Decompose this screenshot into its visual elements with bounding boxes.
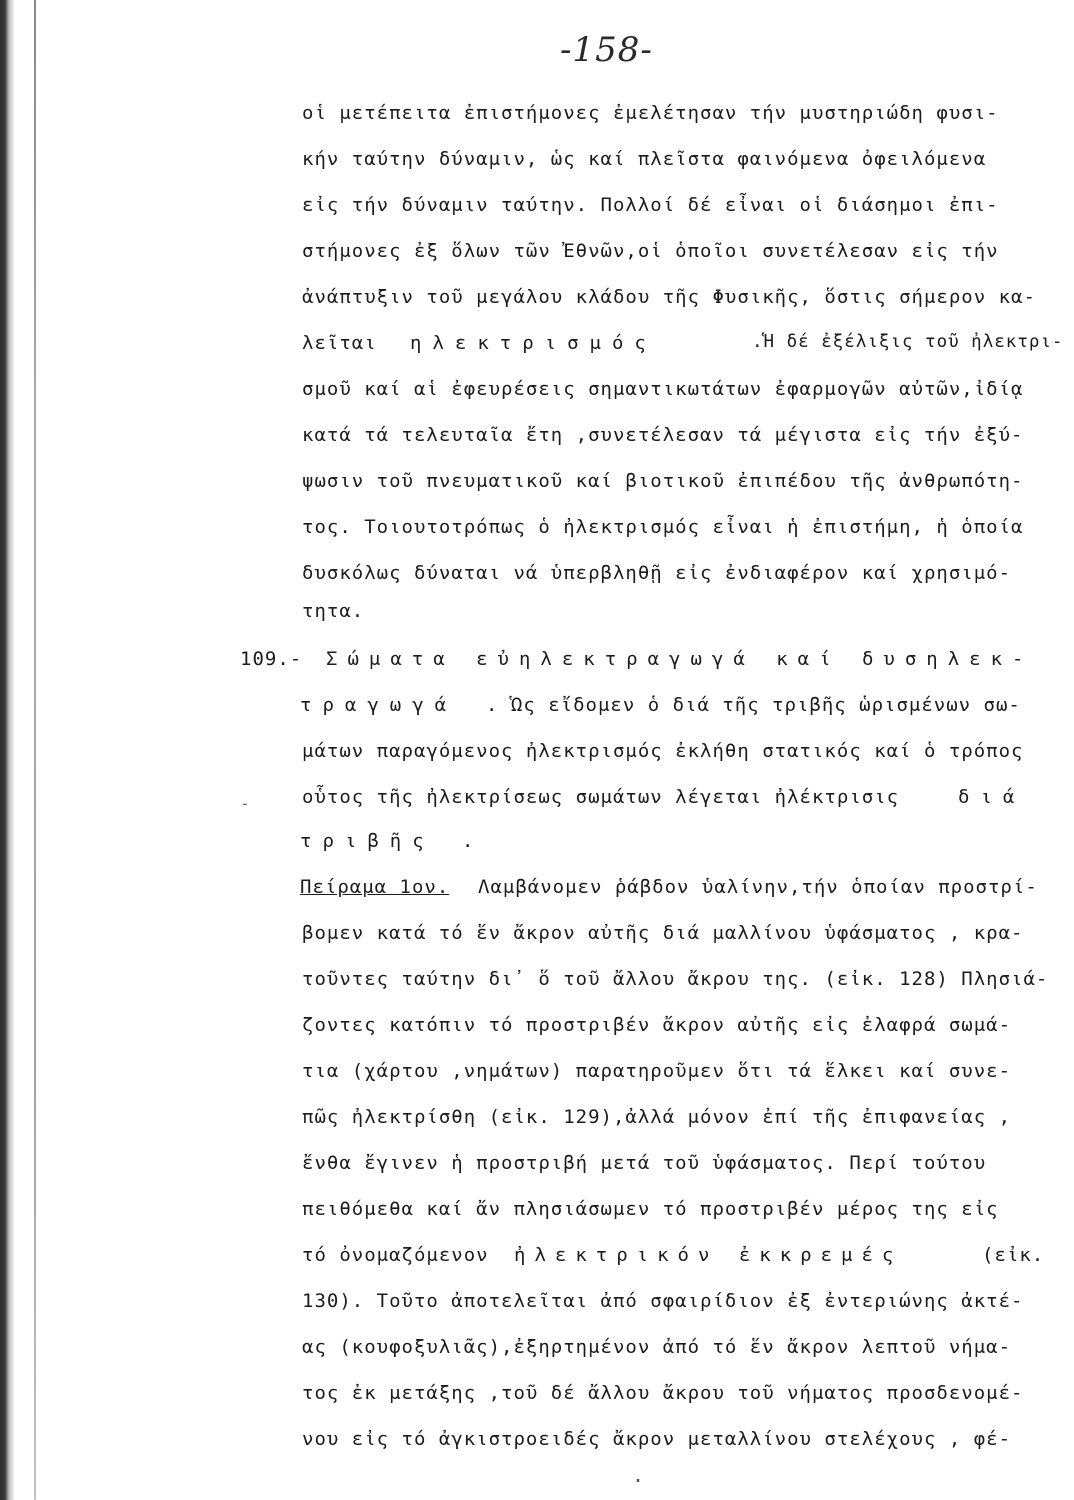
text-line: ἔνθα ἔγινεν ἡ προστριβή μετά τοῦ ὑφάσματος. Περί τούτου (302, 1152, 987, 1174)
text-line: μάτων παραγόμενος ἠλεκτρισμός ἐκλήθη στατικός καί ὁ τρόπος (302, 740, 1024, 762)
text-line: κατά τά τελευταῖα ἔτη ,συνετέλεσαν τά μέγιστα εἰς τήν ἐξύ- (302, 424, 1024, 446)
margin-rule (34, 0, 36, 1500)
text-line: ας (κουφοξυλιᾶς),ἐξηρτημένον ἀπό τό ἕν ἄκρον λεπτοῦ νήμα- (302, 1336, 1012, 1358)
text-line: βομεν κατά τό ἕν ἄκρον αὐτῆς διά μαλλίνου ὑφάσματος , κρα- (302, 922, 1024, 944)
text-line: τητα. (302, 600, 365, 622)
spaced-term: ηλεκτρισμός (410, 332, 657, 354)
text-line: νου εἰς τό ἀγκιστροειδές ἄκρον μεταλλίνου στελέχους , φέ- (302, 1428, 1012, 1450)
page-number: -158- (560, 30, 653, 70)
margin-mark: - (240, 794, 250, 813)
section-number: 109.- (240, 648, 303, 670)
section-heading: τραγωγά (300, 694, 458, 716)
text-line: πῶς ἠλεκτρίσθη (εἰκ. 129),ἀλλά μόνον ἐπί τῆς ἐπιφανείας , (302, 1106, 1012, 1128)
text-line: τό ὀνομαζόμενον (302, 1244, 489, 1266)
text-line: 130). Τοῦτο ἀποτελεῖται ἀπό σφαιρίδιον ἐξ ἐντεριώνης ἀκτέ- (302, 1290, 1024, 1312)
spaced-term: ἠλεκτρικόν ἐκκρεμές (514, 1244, 903, 1266)
section-heading: Σώματα εὐηλεκτραγωγά καί δυσηλεκ- (326, 648, 1034, 670)
text-line: πειθόμεθα καί ἄν πλησιάσωμεν τό προστριβέν μέρος της εἰς (302, 1198, 999, 1220)
text-line: ψωσιν τοῦ πνευματικοῦ καί βιοτικοῦ ἐπιπέδου τῆς ἀνθρωπότη- (302, 470, 1024, 492)
text-line: τος ἐκ μετάξης ,τοῦ δέ ἄλλου ἄκρου τοῦ νήματος προσδενομέ- (302, 1382, 1024, 1404)
text-line: οὗτος τῆς ἠλεκτρίσεως σωμάτων λέγεται ἠλέκτρισις (302, 786, 900, 808)
experiment-heading: Πείραμα 1ον. (300, 876, 450, 898)
text-line: Λαμβάνομεν ῥάβδον ὑαλίνην,τήν ὁποίαν προστρί- (478, 876, 1038, 898)
text-line: κήν ταύτην δύναμιν, ὡς καί πλεῖστα φαινόμενα ὀφειλόμενα (302, 148, 987, 170)
text-line: οἱ μετέπειτα ἐπιστήμονες ἐμελέτησαν τήν μυστηριώδη φυσι- (302, 102, 999, 124)
spaced-term: τριβῆς (300, 830, 435, 852)
text-line: λεῖται (302, 332, 377, 354)
text-line: . (462, 830, 475, 852)
text-line: ἀνάπτυξιν τοῦ μεγάλου κλάδου τῆς Φυσικῆς, ὅστις σήμερον κα- (302, 286, 1036, 308)
text-line: στήμονες ἐξ ὅλων τῶν Ἐθνῶν,οἱ ὁποῖοι συνετέλεσαν εἰς τήν (302, 240, 999, 262)
binding-edge (0, 0, 14, 1500)
text-line: .Ἡ δέ ἐξέλιξις τοῦ ἠλεκτρι- (752, 332, 1064, 352)
text-line: εἰς τήν δύναμιν ταύτην. Πολλοί δέ εἶναι οἱ διάσημοι ἐπι- (302, 194, 999, 216)
text-line: δυσκόλως δύναται νά ὑπερβληθῇ εἰς ἐνδιαφέρον καί χρησιμό- (302, 562, 1012, 584)
text-line: τος. Τοιουτοτρόπως ὁ ἠλεκτρισμός εἶναι ἡ ἐπιστήμη, ἡ ὁποία (302, 516, 1024, 538)
text-line: (εἰκ. (982, 1244, 1045, 1266)
text-line: . Ὡς εἴδομεν ὁ διά τῆς τριβῆς ὡρισμένων σω- (486, 694, 1021, 716)
smudge-mark: . (632, 1463, 645, 1487)
text-line: τια (χάρτου ,νημάτων) παρατηροῦμεν ὅτι τά ἕλκει καί συνε- (302, 1060, 1012, 1082)
spaced-term: διά (958, 786, 1026, 808)
text-line: ζοντες κατόπιν τό προστριβέν ἄκρον αὐτῆς εἰς ἐλαφρά σωμά- (302, 1014, 1012, 1036)
text-line: τοῦντες ταύτην δι᾽ ὅ τοῦ ἄλλου ἄκρου της. (εἰκ. 128) Πλησιά- (302, 968, 1049, 990)
text-line: σμοῦ καί αἱ ἐφευρέσεις σημαντικωτάτων ἐφαρμογῶν αὐτῶν,ἰδίᾳ (302, 378, 1024, 400)
